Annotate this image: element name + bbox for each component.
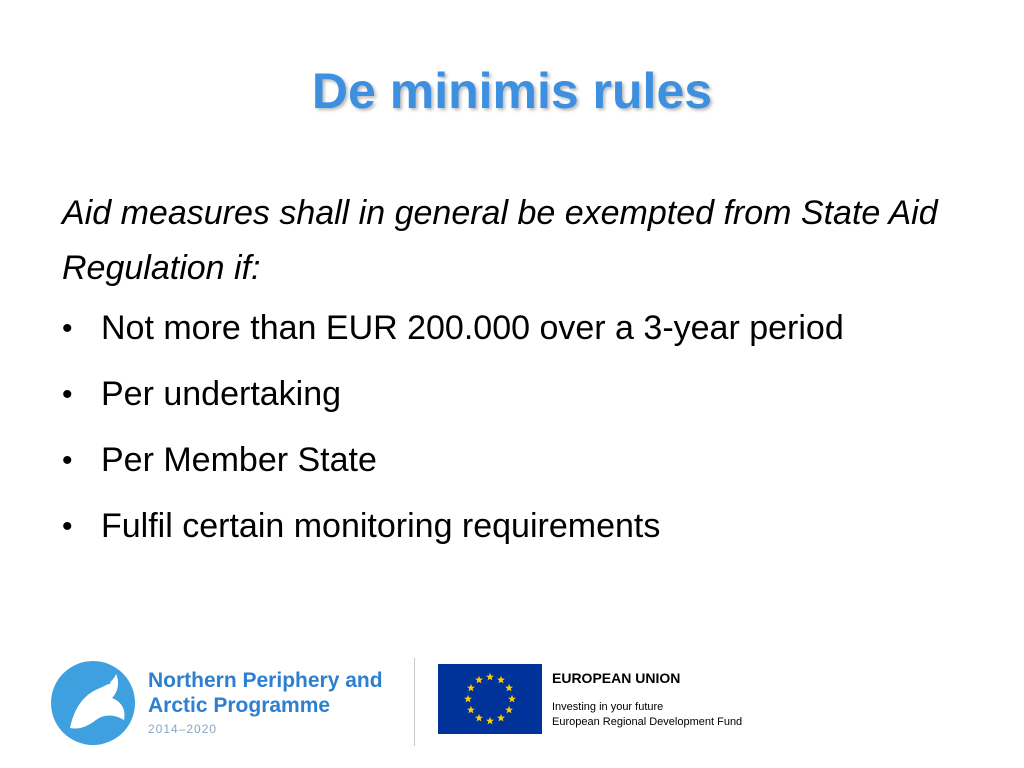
bullet-text: Fulfil certain monitoring requirements — [101, 507, 661, 545]
npa-logo-text — [148, 668, 383, 736]
npa-years: 2014–2020 — [148, 722, 218, 736]
bullet-marker: • — [62, 510, 73, 543]
eu-fund-name: European Regional Development Fund — [552, 716, 743, 728]
eu-star — [475, 714, 483, 722]
bullet-list — [62, 302, 982, 553]
npa-bird-logo-icon — [48, 658, 138, 748]
bullet-item — [62, 368, 982, 421]
bullet-text: Per undertaking — [101, 375, 342, 413]
eu-logo-text — [552, 670, 742, 730]
npa-name-line2: Arctic Programme — [148, 694, 331, 717]
bullet-marker: • — [62, 444, 73, 477]
eu-star — [475, 676, 483, 684]
intro-text: Aid measures shall in general be exempted from State Aid Regulation if: — [62, 194, 938, 287]
eu-star — [486, 673, 494, 681]
slide-body — [62, 186, 982, 566]
bullet-text: Per Member State — [101, 441, 377, 479]
eu-star — [505, 684, 513, 692]
eu-flag-icon — [438, 664, 542, 734]
eu-star — [464, 695, 472, 703]
eu-star — [505, 706, 513, 714]
slide-title: De minimis rules — [311, 63, 713, 119]
bullet-item — [62, 302, 982, 355]
bullet-item — [62, 434, 982, 487]
eu-star — [497, 676, 505, 684]
bullet-item — [62, 500, 982, 553]
logo-divider — [414, 658, 415, 746]
npa-name-line1: Northern Periphery and — [148, 669, 383, 692]
bullet-text: Not more than EUR 200.000 over a 3-year period — [101, 309, 844, 347]
eu-tagline: Investing in your future — [552, 701, 664, 713]
eu-star — [508, 695, 516, 703]
eu-star — [497, 714, 505, 722]
eu-star — [467, 706, 475, 714]
eu-title: EUROPEAN UNION — [552, 670, 681, 686]
eu-star — [467, 684, 475, 692]
eu-star — [486, 717, 494, 725]
bullet-marker: • — [62, 312, 73, 345]
bullet-marker: • — [62, 378, 73, 411]
footer-logos — [0, 650, 1024, 750]
